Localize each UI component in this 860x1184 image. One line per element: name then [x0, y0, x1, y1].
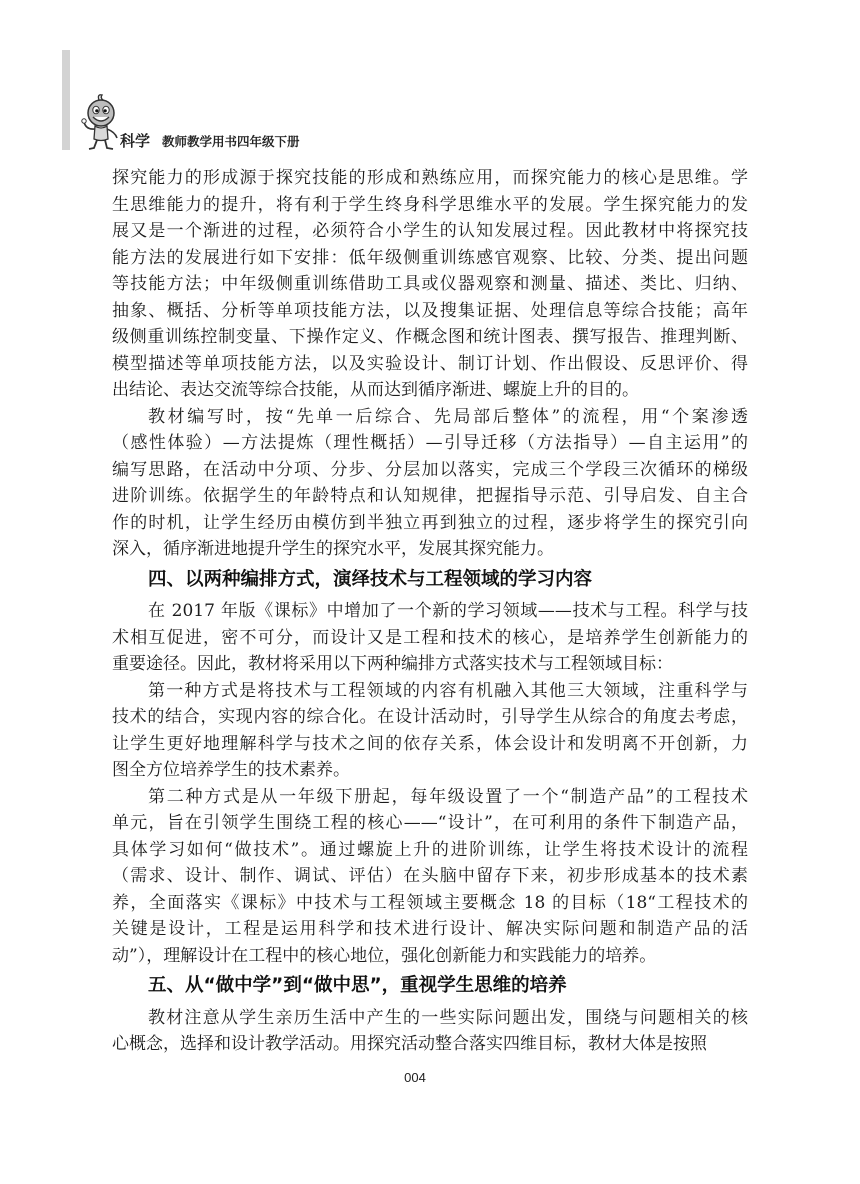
paragraph	[112, 784, 748, 970]
text-line: 动”），理解设计在工程中的核心地位，强化创新能力和实践能力的培养。	[112, 945, 657, 966]
book-title: 教师教学用书四年级下册	[162, 134, 300, 149]
text-line: 级侧重训练控制变量、下操作定义、作概念图和统计图表、撰写报告、推理判断、	[112, 327, 748, 347]
paragraph	[112, 678, 748, 784]
running-header	[120, 130, 300, 150]
section-heading: 五、从“做中学”到“做中思”，重视学生思维的培养	[148, 975, 567, 996]
paragraph	[112, 1005, 748, 1058]
text-line: 教材注意从学生亲历生活中产生的一些实际问题出发，围绕与问题相关的核	[148, 1007, 748, 1028]
text-line: 术相互促进，密不可分，而设计又是工程和技术的核心，是培养学生创新能力的	[112, 627, 748, 648]
text-line: （感性体验）—方法提炼（理性概括）—引导迁移（方法指导）—自主运用”的	[112, 433, 748, 453]
text-line: 抽象、概括、分析等单项技能方法，以及搜集证据、处理信息等综合技能；高年	[112, 300, 748, 321]
text-line: 深入，循序渐进地提升学生的探究水平，发展其探究能力。	[112, 539, 554, 559]
text-line: 让学生更好地理解科学与技术之间的依存关系，体会设计和发明离不开创新，力	[112, 733, 748, 754]
section-heading: 四、以两种编排方式，演绎技术与工程领域的学习内容	[148, 568, 593, 590]
header-side-bar	[62, 50, 70, 150]
text-line: 展又是一个渐进的过程，必须符合小学生的认知发展过程。因此教材中将探究技	[112, 221, 748, 241]
text-line: 心概念，选择和设计教学活动。用探究活动整合落实四维目标，教材大体是按照	[112, 1034, 707, 1054]
text-line: 重要途径。因此，教材将采用以下两种编排方式落实技术与工程领域目标：	[112, 654, 673, 674]
paragraph	[112, 598, 748, 678]
text-line: 技术的结合，实现内容的综合化。在设计活动时，引导学生从综合的角度去考虑，	[112, 707, 748, 727]
paragraph	[112, 165, 748, 404]
text-line: 教材编写时，按“先单一后综合、先局部后整体”的流程，用“个案渗透	[148, 406, 748, 427]
text-line: （需求、设计、制作、调试、评估）在头脑中留存下来，初步形成基本的技术素	[112, 866, 748, 886]
text-line: 出结论、表达交流等综合技能，从而达到循序渐进、螺旋上升的目的。	[112, 380, 639, 400]
text-line: 探究能力的形成源于探究技能的形成和熟练应用，而探究能力的核心是思维。学	[112, 168, 748, 188]
text-line: 养，全面落实《课标》中技术与工程领域主要概念 18 的目标（18“工程技术的	[112, 892, 748, 913]
text-line: 具体学习如何“做技术”。通过螺旋上升的进阶训练，让学生将技术设计的流程	[112, 839, 748, 860]
text-line: 作的时机，让学生经历由模仿到半独立再到独立的过程，逐步将学生的探究引向	[112, 512, 748, 533]
text-line: 图全方位培养学生的技术素养。	[112, 760, 350, 780]
text-line: 编写思路，在活动中分项、分步、分层加以落实，完成三个学段三次循环的梯级	[112, 459, 748, 480]
subject-label: 科学	[120, 132, 151, 150]
text-line: 单元，旨在引领学生围绕工程的核心——“设计”，在可利用的条件下制造产品，	[112, 813, 748, 833]
text-line: 生思维能力的提升，将有利于学生终身科学思维水平的发展。学生探究能力的发	[112, 194, 748, 215]
text-line: 进阶训练。依据学生的年龄特点和认知规律，把握指导示范、引导启发、自主合	[112, 486, 748, 506]
paragraph	[112, 404, 748, 563]
page-number: 004	[404, 1070, 426, 1085]
text-line: 模型描述等单项技能方法，以及实验设计、制订计划、作出假设、反思评价、得	[112, 353, 748, 374]
text-line: 能方法的发展进行如下安排：低年级侧重训练感官观察、比较、分类、提出问题	[112, 247, 748, 268]
text-line: 等技能方法；中年级侧重训练借助工具或仪器观察和测量、描述、类比、归纳、	[112, 274, 748, 294]
text-line: 第二种方式是从一年级下册起，每年级设置了一个“制造产品”的工程技术	[148, 786, 748, 807]
text-line: 第一种方式是将技术与工程领域的内容有机融入其他三大领域，注重科学与	[148, 680, 748, 701]
cartoon-mascot-icon	[80, 94, 122, 152]
main-text	[112, 165, 748, 1058]
text-line: 关键是设计，工程是运用科学和技术进行设计、解决实际问题和制造产品的活	[112, 919, 748, 939]
text-line: 在 2017 年版《课标》中增加了一个新的学习领域——技术与工程。科学与技	[148, 601, 748, 621]
